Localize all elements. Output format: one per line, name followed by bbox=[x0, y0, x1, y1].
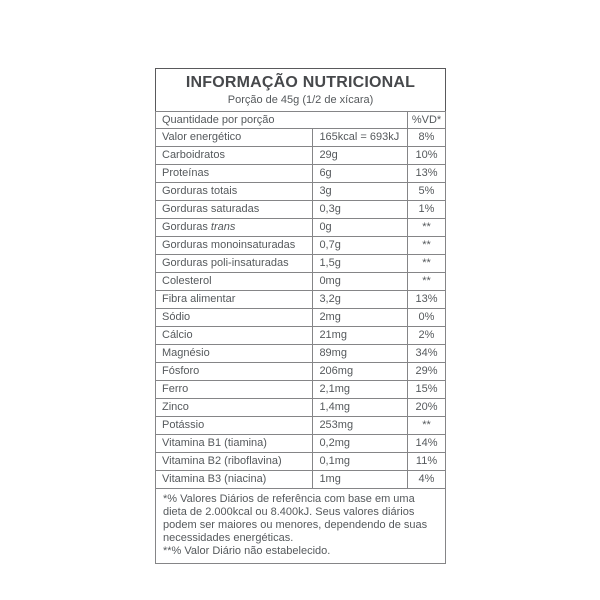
table-row bbox=[156, 255, 446, 273]
nutrient-amount: 2mg bbox=[313, 309, 408, 327]
table-row bbox=[156, 417, 446, 435]
nutrient-daily-value: ** bbox=[408, 417, 446, 435]
nutrient-name: Fibra alimentar bbox=[156, 291, 313, 309]
nutrient-amount: 253mg bbox=[313, 417, 408, 435]
table-row bbox=[156, 327, 446, 345]
nutrient-amount: 0,2mg bbox=[313, 435, 408, 453]
nutrient-name: Colesterol bbox=[156, 273, 313, 291]
nutrient-name: Sódio bbox=[156, 309, 313, 327]
title-row bbox=[156, 69, 446, 112]
table-row bbox=[156, 201, 446, 219]
nutrient-name: Carboidratos bbox=[156, 147, 313, 165]
serving-size: Porção de 45g (1/2 de xícara) bbox=[227, 94, 374, 106]
table-row bbox=[156, 273, 446, 291]
nutrient-amount: 0,1mg bbox=[313, 453, 408, 471]
nutrient-daily-value: 13% bbox=[408, 291, 446, 309]
footnote-cell bbox=[156, 489, 446, 564]
nutrient-amount: 1,5g bbox=[313, 255, 408, 273]
nutrient-daily-value: 13% bbox=[408, 165, 446, 183]
table-row bbox=[156, 291, 446, 309]
footnote-not-established: **% Valor Diário não estabelecido. bbox=[163, 545, 331, 557]
table-row bbox=[156, 237, 446, 255]
nutrition-label bbox=[155, 68, 446, 564]
nutrient-amount: 206mg bbox=[313, 363, 408, 381]
nutrient-amount: 0,3g bbox=[313, 201, 408, 219]
nutrient-daily-value: 0% bbox=[408, 309, 446, 327]
nutrition-table bbox=[155, 68, 446, 564]
nutrient-name: Zinco bbox=[156, 399, 313, 417]
table-row bbox=[156, 219, 446, 237]
table-row bbox=[156, 399, 446, 417]
nutrient-name: Valor energético bbox=[156, 129, 313, 147]
nutrient-name: Gorduras totais bbox=[156, 183, 313, 201]
table-row bbox=[156, 129, 446, 147]
daily-value-header: %VD* bbox=[408, 112, 446, 129]
nutrient-daily-value: 8% bbox=[408, 129, 446, 147]
nutrient-amount: 3,2g bbox=[313, 291, 408, 309]
nutrient-name: Gorduras saturadas bbox=[156, 201, 313, 219]
nutrient-amount: 3g bbox=[313, 183, 408, 201]
nutrient-daily-value: ** bbox=[408, 219, 446, 237]
nutrient-name: Vitamina B3 (niacina) bbox=[156, 471, 313, 489]
page-title: INFORMAÇÃO NUTRICIONAL bbox=[185, 74, 416, 91]
table-row bbox=[156, 345, 446, 363]
nutrient-daily-value: ** bbox=[408, 255, 446, 273]
nutrient-name: Fósforo bbox=[156, 363, 313, 381]
table-row bbox=[156, 453, 446, 471]
nutrient-daily-value: ** bbox=[408, 273, 446, 291]
nutrient-amount: 29g bbox=[313, 147, 408, 165]
nutrient-daily-value: 11% bbox=[408, 453, 446, 471]
nutrient-amount: 6g bbox=[313, 165, 408, 183]
nutrient-daily-value: 15% bbox=[408, 381, 446, 399]
quantity-header: Quantidade por porção bbox=[156, 112, 408, 129]
nutrient-rows bbox=[156, 129, 446, 489]
nutrient-amount: 2,1mg bbox=[313, 381, 408, 399]
nutrient-name: Gorduras monoinsaturadas bbox=[156, 237, 313, 255]
nutrient-daily-value: 1% bbox=[408, 201, 446, 219]
nutrient-amount: 21mg bbox=[313, 327, 408, 345]
table-row bbox=[156, 363, 446, 381]
nutrient-name: Magnésio bbox=[156, 345, 313, 363]
table-row bbox=[156, 435, 446, 453]
table-row bbox=[156, 183, 446, 201]
table-row bbox=[156, 471, 446, 489]
nutrient-name: Cálcio bbox=[156, 327, 313, 345]
nutrient-name: Proteínas bbox=[156, 165, 313, 183]
nutrient-daily-value: 10% bbox=[408, 147, 446, 165]
nutrient-daily-value: 2% bbox=[408, 327, 446, 345]
table-row bbox=[156, 147, 446, 165]
nutrient-amount: 0mg bbox=[313, 273, 408, 291]
nutrient-name: Vitamina B1 (tiamina) bbox=[156, 435, 313, 453]
title-cell bbox=[156, 69, 446, 112]
nutrient-amount: 0,7g bbox=[313, 237, 408, 255]
table-row bbox=[156, 381, 446, 399]
column-header-row bbox=[156, 112, 446, 129]
nutrient-amount: 89mg bbox=[313, 345, 408, 363]
nutrient-daily-value: 4% bbox=[408, 471, 446, 489]
nutrient-daily-value: ** bbox=[408, 237, 446, 255]
nutrient-daily-value: 29% bbox=[408, 363, 446, 381]
nutrient-amount: 1,4mg bbox=[313, 399, 408, 417]
nutrient-daily-value: 14% bbox=[408, 435, 446, 453]
nutrient-name: Gorduras trans bbox=[156, 219, 313, 237]
footnote-daily-values: *% Valores Diários de referência com base em uma dieta de 2.000kcal ou 8.400kJ. Seus valores diários podem ser maiores ou menores, dependendo de suas necessidades energéticas. bbox=[163, 493, 428, 544]
nutrient-name: Vitamina B2 (riboflavina) bbox=[156, 453, 313, 471]
nutrient-daily-value: 5% bbox=[408, 183, 446, 201]
nutrient-amount: 165kcal = 693kJ bbox=[313, 129, 408, 147]
nutrient-daily-value: 20% bbox=[408, 399, 446, 417]
nutrient-name: Ferro bbox=[156, 381, 313, 399]
table-row bbox=[156, 165, 446, 183]
table-row bbox=[156, 309, 446, 327]
nutrient-amount: 0g bbox=[313, 219, 408, 237]
nutrient-daily-value: 34% bbox=[408, 345, 446, 363]
nutrient-name: Gorduras poli-insaturadas bbox=[156, 255, 313, 273]
nutrient-amount: 1mg bbox=[313, 471, 408, 489]
nutrient-name: Potássio bbox=[156, 417, 313, 435]
footnote-row bbox=[156, 489, 446, 564]
